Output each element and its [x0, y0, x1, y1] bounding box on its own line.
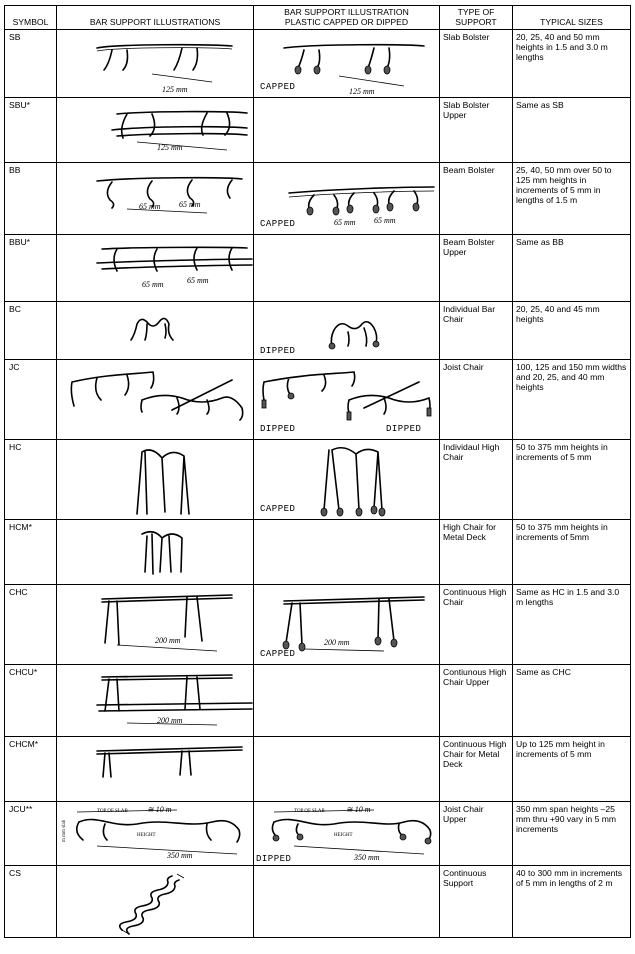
plastic-illustration-cell: [254, 802, 440, 866]
header-type-line1: TYPE OF: [457, 7, 495, 17]
table-row: [5, 360, 631, 440]
illustration-cell: [57, 520, 254, 585]
header-illustrations: BAR SUPPORT ILLUSTRATIONS: [57, 6, 254, 30]
table-row: [5, 440, 631, 520]
type-cell: Continuous High Chair: [440, 585, 513, 665]
symbol-cell: BC: [5, 302, 57, 360]
table-row: [5, 866, 631, 938]
table-row: [5, 737, 631, 802]
dim-label: 125 mm: [349, 87, 375, 96]
slab-bolster-upper-drawing: [57, 98, 254, 163]
dipped-caption-b: DIPPED: [386, 424, 422, 434]
illustration-cell: [57, 665, 254, 737]
plastic-illustration-cell: [254, 360, 440, 440]
top-of-slab-label: TOP OF SLAB: [97, 809, 128, 814]
continuous-support-drawing: [57, 866, 254, 938]
header-type-line2: SUPPORT: [455, 17, 497, 27]
plastic-illustration-cell: [254, 665, 440, 737]
sizes-cell: 350 mm span heights –25 mm thru +90 vary in 5 mm increments: [513, 802, 631, 866]
illustration-cell: [57, 440, 254, 520]
sizes-cell: 20, 25, 40 and 50 mm heights in 1.5 and 3.0 m lengths: [513, 30, 631, 98]
type-cell: Slab Bolster Upper: [440, 98, 513, 163]
illustration-cell: [57, 585, 254, 665]
slab-label: m mm slab: [62, 819, 67, 842]
symbol-cell: CHC: [5, 585, 57, 665]
capped-caption: CAPPED: [260, 219, 296, 229]
symbol-cell: CHCM*: [5, 737, 57, 802]
header-type: [440, 6, 513, 30]
header-row: [5, 6, 631, 30]
illustration-cell: [57, 98, 254, 163]
table-row: [5, 302, 631, 360]
table-row: [5, 30, 631, 98]
table-row: [5, 98, 631, 163]
dim-label: 65 mm: [139, 202, 161, 211]
slab-bolster-drawing: [57, 30, 254, 98]
sizes-cell: 20, 25, 40 and 45 mm heights: [513, 302, 631, 360]
plastic-illustration-cell: [254, 30, 440, 98]
plastic-illustration-cell: [254, 98, 440, 163]
sizes-cell: Same as HC in 1.5 and 3.0 m lengths: [513, 585, 631, 665]
sizes-cell: 50 to 375 mm heights in increments of 5mm: [513, 520, 631, 585]
dim-label-b: 65 mm: [374, 216, 396, 225]
sizes-cell: Same as CHC: [513, 665, 631, 737]
type-cell: Individual Bar Chair: [440, 302, 513, 360]
illustration-cell: [57, 163, 254, 235]
type-cell: Slab Bolster: [440, 30, 513, 98]
type-cell: Joist Chair Upper: [440, 802, 513, 866]
table-row: [5, 665, 631, 737]
cover-label: ≅ 10 m: [346, 805, 371, 814]
symbol-cell: SB: [5, 30, 57, 98]
dipped-caption: DIPPED: [256, 854, 292, 864]
table-row: [5, 802, 631, 866]
dim-label: 200 mm: [324, 638, 350, 647]
plastic-illustration-cell: [254, 235, 440, 302]
continuous-high-chair-drawing: [57, 585, 254, 665]
dim-label: 350 mm: [354, 853, 380, 862]
plastic-illustration-cell: [254, 866, 440, 938]
symbol-cell: JCU**: [5, 802, 57, 866]
plastic-illustration-cell: [254, 737, 440, 802]
illustration-cell: [57, 302, 254, 360]
height-label: HEIGHT: [334, 833, 353, 838]
cover-label: ≅ 10 m: [147, 805, 172, 814]
symbol-cell: SBU*: [5, 98, 57, 163]
header-plastic-line2: PLASTIC CAPPED OR DIPPED: [284, 17, 409, 27]
illustration-cell: [57, 802, 254, 866]
dim-label: 200 mm: [157, 716, 183, 725]
height-label: HEIGHT: [137, 833, 156, 838]
symbol-cell: BBU*: [5, 235, 57, 302]
dim-label: 65 mm: [142, 280, 164, 289]
type-cell: Contiunous High Chair Upper: [440, 665, 513, 737]
capped-caption: CAPPED: [260, 82, 296, 92]
plastic-illustration-cell: [254, 302, 440, 360]
top-of-slab-label: TOP OF SLAB: [294, 809, 325, 814]
table-row: [5, 235, 631, 302]
symbol-cell: BB: [5, 163, 57, 235]
type-cell: High Chair for Metal Deck: [440, 520, 513, 585]
table-row: [5, 163, 631, 235]
header-symbol: SYMBOL: [5, 6, 57, 30]
symbol-cell: CHCU*: [5, 665, 57, 737]
dim-label: 65 mm: [334, 218, 356, 227]
table-row: [5, 585, 631, 665]
continuous-high-chair-metal-deck-drawing: [57, 737, 254, 802]
symbol-cell: HCM*: [5, 520, 57, 585]
dim-label: 350 mm: [167, 851, 193, 860]
type-cell: Continuous High Chair for Metal Deck: [440, 737, 513, 802]
sizes-cell: 25, 40, 50 mm over 50 to 125 mm heights in increments of 5 mm in lengths of 1.5 m: [513, 163, 631, 235]
sizes-cell: 50 to 375 mm heights in increments of 5 mm: [513, 440, 631, 520]
beam-bolster-drawing: [57, 163, 254, 235]
type-cell: Beam Bolster: [440, 163, 513, 235]
plastic-illustration-cell: [254, 163, 440, 235]
plastic-illustration-cell: [254, 585, 440, 665]
illustration-cell: [57, 30, 254, 98]
high-chair-metal-deck-drawing: [57, 520, 254, 585]
header-sizes: TYPICAL SIZES: [513, 6, 631, 30]
continuous-high-chair-upper-drawing: [57, 665, 254, 737]
type-cell: Beam Bolster Upper: [440, 235, 513, 302]
joist-chair-drawing: [57, 360, 254, 440]
illustration-cell: [57, 235, 254, 302]
symbol-cell: JC: [5, 360, 57, 440]
dim-label-b: 65 mm: [187, 276, 209, 285]
dim-label: 125 mm: [157, 143, 183, 152]
sizes-cell: Same as BB: [513, 235, 631, 302]
illustration-cell: [57, 866, 254, 938]
type-cell: Individaul High Chair: [440, 440, 513, 520]
sizes-cell: Up to 125 mm height in increments of 5 mm: [513, 737, 631, 802]
dipped-caption: DIPPED: [260, 346, 296, 356]
high-chair-drawing: [57, 440, 254, 520]
capped-caption: CAPPED: [260, 504, 296, 514]
header-plastic: [254, 6, 440, 30]
bar-chair-drawing: [57, 302, 254, 360]
symbol-cell: CS: [5, 866, 57, 938]
type-cell: Joist Chair: [440, 360, 513, 440]
illustration-cell: [57, 737, 254, 802]
symbol-cell: HC: [5, 440, 57, 520]
header-plastic-line1: BAR SUPPORT ILLUSTRATION: [284, 7, 409, 17]
joist-chair-upper-drawing: [57, 802, 254, 866]
dim-label: 125 mm: [162, 85, 188, 94]
dipped-caption: DIPPED: [260, 424, 296, 434]
type-cell: Continuous Support: [440, 866, 513, 938]
capped-caption: CAPPED: [260, 649, 296, 659]
sizes-cell: 100, 125 and 150 mm widths and 20, 25, and 40 mm heights: [513, 360, 631, 440]
illustration-cell: [57, 360, 254, 440]
table-row: [5, 520, 631, 585]
plastic-illustration-cell: [254, 520, 440, 585]
beam-bolster-upper-drawing: [57, 235, 254, 302]
sizes-cell: 40 to 300 mm in increments of 5 mm in lengths of 2 m: [513, 866, 631, 938]
dim-label: 200 mm: [155, 636, 181, 645]
plastic-illustration-cell: [254, 440, 440, 520]
bar-support-table: [4, 5, 631, 938]
sizes-cell: Same as SB: [513, 98, 631, 163]
dim-label-b: 65 mm: [179, 200, 201, 209]
